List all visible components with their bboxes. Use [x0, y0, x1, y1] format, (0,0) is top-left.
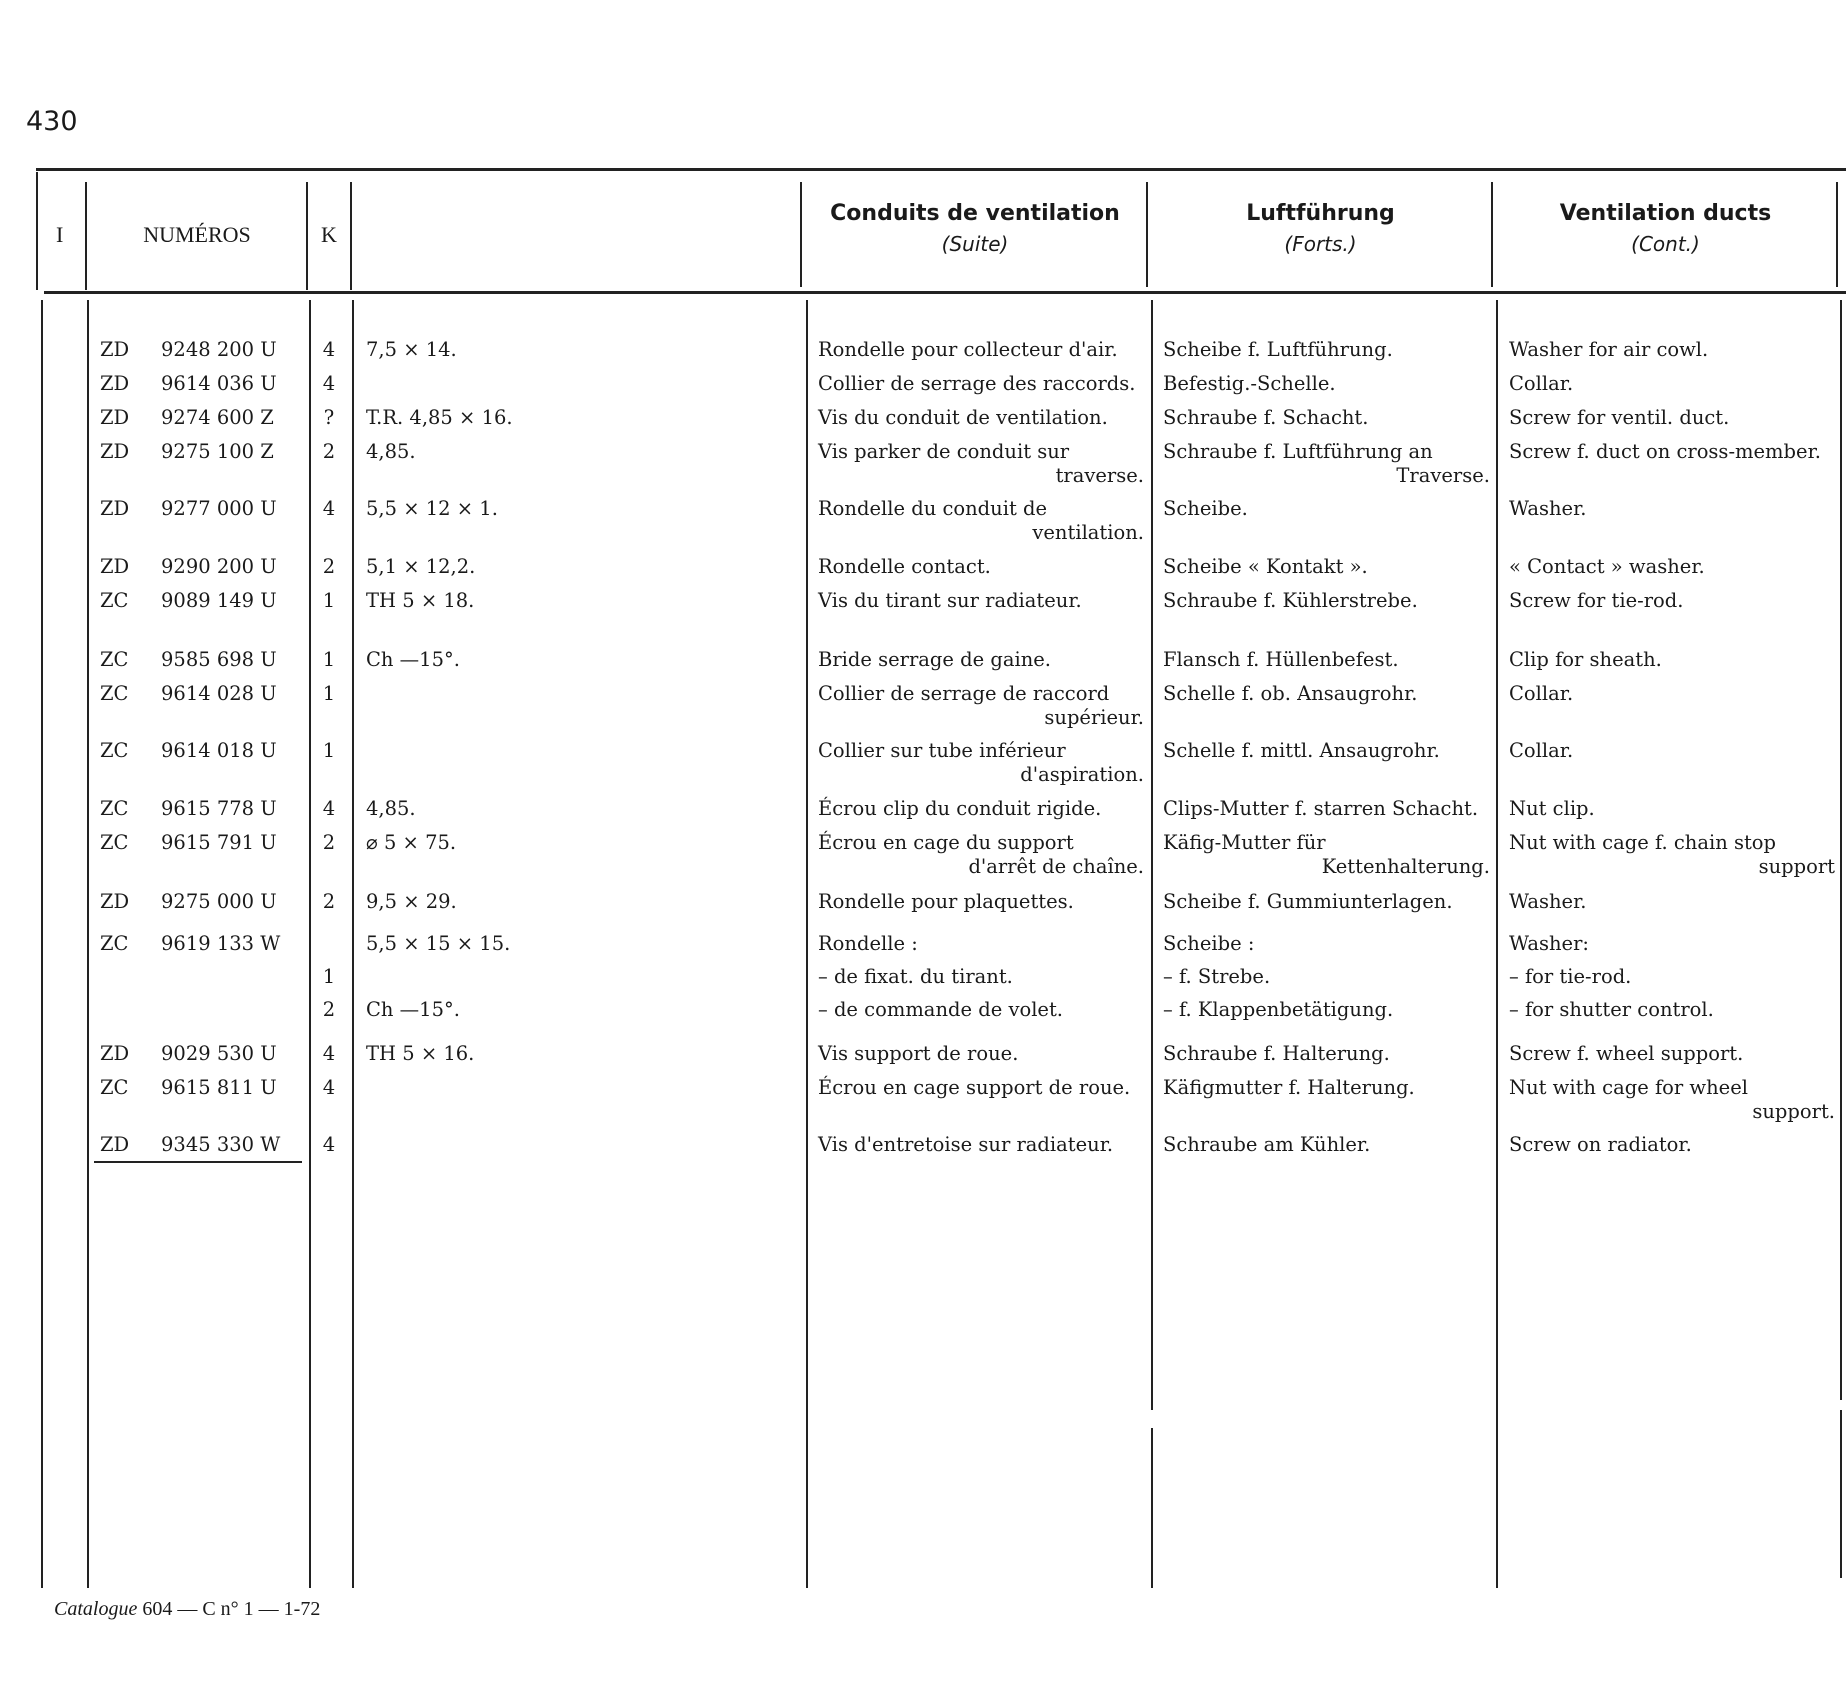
description-french-line: Écrou en cage du support	[818, 831, 1074, 854]
part-prefix: ZD	[100, 555, 130, 578]
top-rule	[36, 168, 1846, 171]
dimension: 9,5 × 29.	[366, 890, 457, 913]
body-divider	[1151, 300, 1153, 1410]
part-number: 9614 036 U	[161, 372, 277, 395]
description-german	[1163, 555, 1490, 579]
dimension: 5,1 × 12,2.	[366, 555, 476, 578]
part-prefix: ZD	[100, 372, 130, 395]
dimension: Ch —15°.	[366, 998, 460, 1021]
dimension: 4,85.	[366, 440, 416, 463]
description-english	[1509, 682, 1835, 706]
description-french	[818, 890, 1144, 914]
header-divider	[85, 182, 87, 290]
description-french-line: supérieur.	[1044, 706, 1144, 729]
body-divider	[1151, 1428, 1153, 1588]
part-number: 9248 200 U	[161, 338, 277, 361]
part-number: 9275 100 Z	[161, 440, 274, 463]
part-prefix: ZD	[100, 497, 130, 520]
dimension: TH 5 × 16.	[366, 1042, 475, 1065]
description-french-line: ventilation.	[1032, 521, 1144, 544]
header-french	[804, 198, 1146, 258]
description-english-line: – for tie-rod.	[1509, 965, 1632, 988]
description-french	[818, 932, 1144, 956]
description-english	[1509, 497, 1835, 521]
part-number: 9290 200 U	[161, 555, 277, 578]
description-french	[818, 998, 1144, 1022]
description-german-line: Schelle f. ob. Ansaugrohr.	[1163, 682, 1418, 705]
header-german-title: Luftführung	[1246, 201, 1395, 226]
description-english	[1509, 831, 1835, 879]
last-row-underline	[94, 1161, 302, 1163]
description-german-line: Kettenhalterung.	[1321, 855, 1490, 878]
description-english	[1509, 555, 1835, 579]
header-divider	[36, 172, 38, 290]
description-german	[1163, 406, 1490, 430]
description-english	[1509, 338, 1835, 362]
header-divider	[800, 182, 802, 287]
quantity-k: 4	[322, 372, 336, 395]
description-french-line: Rondelle pour collecteur d'air.	[818, 338, 1118, 361]
part-prefix: ZD	[100, 406, 130, 429]
description-german	[1163, 932, 1490, 956]
part-prefix: ZD	[100, 1042, 130, 1065]
header-german-subtitle: (Forts.)	[1284, 232, 1357, 256]
description-french	[818, 739, 1144, 787]
description-english	[1509, 1076, 1835, 1124]
description-english-line: Nut with cage for wheel	[1509, 1076, 1748, 1099]
part-prefix: ZD	[100, 338, 130, 361]
description-german-line: Käfigmutter f. Halterung.	[1163, 1076, 1415, 1099]
header-english-subtitle: (Cont.)	[1631, 232, 1700, 256]
description-french	[818, 831, 1144, 879]
dimension: 5,5 × 12 × 1.	[366, 497, 498, 520]
quantity-k: 1	[322, 682, 336, 705]
description-german	[1163, 739, 1490, 763]
description-english	[1509, 797, 1835, 821]
description-french	[818, 406, 1144, 430]
body-divider	[309, 300, 311, 1588]
description-english-line: Nut clip.	[1509, 797, 1595, 820]
description-german	[1163, 497, 1490, 521]
header-divider	[1491, 182, 1493, 287]
description-english-line: Screw for ventil. duct.	[1509, 406, 1730, 429]
body-divider	[352, 300, 354, 1588]
description-german-line: Käfig-Mutter für	[1163, 831, 1326, 854]
dimension: T.R. 4,85 × 16.	[366, 406, 513, 429]
description-english	[1509, 406, 1835, 430]
part-number: 9277 000 U	[161, 497, 277, 520]
part-number: 9615 811 U	[161, 1076, 277, 1099]
description-german-line: Scheibe f. Luftführung.	[1163, 338, 1393, 361]
part-prefix: ZC	[100, 1076, 129, 1099]
header-col-i: I	[56, 222, 64, 247]
description-french-line: Collier de serrage des raccords.	[818, 372, 1136, 395]
quantity-k: 4	[322, 1042, 336, 1065]
description-german	[1163, 890, 1490, 914]
dimension: TH 5 × 18.	[366, 589, 475, 612]
description-french	[818, 555, 1144, 579]
description-german	[1163, 589, 1490, 613]
description-french-line: d'aspiration.	[1020, 763, 1144, 786]
part-number: 9029 530 U	[161, 1042, 277, 1065]
part-number: 9614 028 U	[161, 682, 277, 705]
description-english	[1509, 932, 1835, 956]
quantity-k: ?	[323, 406, 335, 429]
header-col-numeros: NUMÉROS	[143, 222, 251, 247]
body-divider	[87, 300, 89, 1588]
description-french	[818, 589, 1144, 613]
quantity-k: 2	[322, 890, 336, 913]
dimension: 7,5 × 14.	[366, 338, 457, 361]
description-french	[818, 440, 1144, 488]
quantity-k: 2	[322, 998, 336, 1021]
header-bottom-rule	[44, 291, 1846, 294]
part-number: 9274 600 Z	[161, 406, 274, 429]
quantity-k: 4	[322, 1076, 336, 1099]
part-prefix: ZC	[100, 648, 129, 671]
description-french	[818, 1042, 1144, 1066]
description-french-line: Écrou en cage support de roue.	[818, 1076, 1131, 1099]
description-french-line: Rondelle contact.	[818, 555, 991, 578]
part-number: 9585 698 U	[161, 648, 277, 671]
quantity-k: 1	[322, 589, 336, 612]
description-french-line: traverse.	[1055, 464, 1144, 487]
part-prefix: ZC	[100, 682, 129, 705]
part-number: 9345 330 W	[161, 1133, 281, 1156]
body-divider	[41, 300, 43, 1588]
quantity-k: 1	[322, 739, 336, 762]
description-english-line: Screw on radiator.	[1509, 1133, 1692, 1156]
part-prefix: ZC	[100, 797, 129, 820]
description-english	[1509, 1042, 1835, 1066]
description-french-line: – de fixat. du tirant.	[818, 965, 1013, 988]
description-english-line: Screw f. wheel support.	[1509, 1042, 1744, 1065]
description-german-line: Flansch f. Hüllenbefest.	[1163, 648, 1399, 671]
part-prefix: ZD	[100, 890, 130, 913]
description-french-line: Collier sur tube inférieur	[818, 739, 1066, 762]
part-prefix: ZD	[100, 440, 130, 463]
description-french-line: Vis d'entretoise sur radiateur.	[818, 1133, 1114, 1156]
description-german-line: Scheibe f. Gummiunterlagen.	[1163, 890, 1453, 913]
description-german-line: – f. Strebe.	[1163, 965, 1271, 988]
body-divider	[806, 300, 808, 1588]
description-french-line: Vis du conduit de ventilation.	[818, 406, 1108, 429]
quantity-k: 1	[322, 965, 336, 988]
header-col-k: K	[321, 222, 337, 247]
description-german-line: Schraube f. Halterung.	[1163, 1042, 1390, 1065]
header-english	[1495, 198, 1836, 258]
description-english	[1509, 890, 1835, 914]
header-divider	[350, 182, 352, 290]
footer-reference: 604 — C n° 1 — 1-72	[142, 1598, 321, 1620]
body-divider	[1840, 300, 1842, 1400]
description-english-line: Nut with cage f. chain stop	[1509, 831, 1777, 854]
dimension: ⌀ 5 × 75.	[366, 831, 457, 854]
description-english-line: Collar.	[1509, 739, 1574, 762]
part-prefix: ZC	[100, 932, 129, 955]
description-english	[1509, 648, 1835, 672]
description-french-line: Vis du tirant sur radiateur.	[818, 589, 1082, 612]
description-french	[818, 1133, 1144, 1157]
description-english-line: « Contact » washer.	[1509, 555, 1705, 578]
description-german-line: Clips-Mutter f. starren Schacht.	[1163, 797, 1479, 820]
quantity-k: 2	[322, 831, 336, 854]
description-german-line: Schraube f. Kühlerstrebe.	[1163, 589, 1418, 612]
description-french	[818, 1076, 1144, 1100]
description-english-line: support.	[1752, 1100, 1835, 1123]
part-number: 9615 778 U	[161, 797, 277, 820]
description-english	[1509, 998, 1835, 1022]
description-french-line: Rondelle :	[818, 932, 918, 955]
description-french-line: – de commande de volet.	[818, 998, 1064, 1021]
part-number: 9615 791 U	[161, 831, 277, 854]
description-french	[818, 372, 1144, 396]
description-english-line: – for shutter control.	[1509, 998, 1714, 1021]
description-german-line: Schraube am Kühler.	[1163, 1133, 1371, 1156]
part-number: 9619 133 W	[161, 932, 281, 955]
description-german-line: Scheibe :	[1163, 932, 1255, 955]
quantity-k: 4	[322, 338, 336, 361]
description-french	[818, 497, 1144, 545]
description-french	[818, 648, 1144, 672]
description-english-line: Screw for tie-rod.	[1509, 589, 1684, 612]
description-german	[1163, 372, 1490, 396]
description-english-line: Washer for air cowl.	[1509, 338, 1709, 361]
description-german	[1163, 648, 1490, 672]
header-english-title: Ventilation ducts	[1559, 201, 1772, 226]
description-french-line: Rondelle pour plaquettes.	[818, 890, 1074, 913]
header-german	[1150, 198, 1491, 258]
description-german	[1163, 1133, 1490, 1157]
body-divider	[1840, 1410, 1842, 1578]
dimension: 5,5 × 15 × 15.	[366, 932, 511, 955]
description-french-line: d'arrêt de chaîne.	[968, 855, 1144, 878]
description-english	[1509, 440, 1835, 464]
part-prefix: ZC	[100, 831, 129, 854]
quantity-k: 1	[322, 648, 336, 671]
description-english	[1509, 372, 1835, 396]
description-german-line: – f. Klappenbetätigung.	[1163, 998, 1394, 1021]
description-german-line: Scheibe.	[1163, 497, 1248, 520]
description-german-line: Schraube f. Luftführung an	[1163, 440, 1433, 463]
description-german	[1163, 831, 1490, 879]
body-divider	[1496, 300, 1498, 1588]
part-prefix: ZC	[100, 739, 129, 762]
part-prefix: ZC	[100, 589, 129, 612]
description-german-line: Schraube f. Schacht.	[1163, 406, 1369, 429]
dimension: 4,85.	[366, 797, 416, 820]
dimension: Ch —15°.	[366, 648, 460, 671]
part-number: 9614 018 U	[161, 739, 277, 762]
quantity-k: 2	[322, 440, 336, 463]
description-english	[1509, 1133, 1835, 1157]
part-number: 9089 149 U	[161, 589, 277, 612]
description-german-line: Schelle f. mittl. Ansaugrohr.	[1163, 739, 1440, 762]
description-german	[1163, 1076, 1490, 1100]
description-german-line: Scheibe « Kontakt ».	[1163, 555, 1368, 578]
description-french-line: Vis support de roue.	[818, 1042, 1019, 1065]
description-german	[1163, 797, 1490, 821]
header-divider	[1146, 182, 1148, 287]
description-german-line: Befestig.-Schelle.	[1163, 372, 1336, 395]
footer-catalogue-word: Catalogue	[54, 1598, 138, 1620]
description-french	[818, 338, 1144, 362]
description-french	[818, 797, 1144, 821]
catalogue-footer	[54, 1598, 320, 1621]
description-french-line: Collier de serrage de raccord	[818, 682, 1110, 705]
description-english-line: Collar.	[1509, 682, 1574, 705]
description-english-line: Washer.	[1509, 890, 1587, 913]
description-french	[818, 965, 1144, 989]
description-german	[1163, 682, 1490, 706]
quantity-k: 4	[322, 1133, 336, 1156]
quantity-k: 4	[322, 797, 336, 820]
description-english-line: Washer.	[1509, 497, 1587, 520]
description-english-line: Screw f. duct on cross-member.	[1509, 440, 1821, 463]
description-german	[1163, 998, 1490, 1022]
description-english	[1509, 739, 1835, 763]
description-german-line: Traverse.	[1396, 464, 1490, 487]
description-french-line: Bride serrage de gaine.	[818, 648, 1052, 671]
header-french-title: Conduits de ventilation	[830, 201, 1120, 226]
description-english	[1509, 965, 1835, 989]
description-french-line: Écrou clip du conduit rigide.	[818, 797, 1102, 820]
description-french-line: Vis parker de conduit sur	[818, 440, 1070, 463]
part-number: 9275 000 U	[161, 890, 277, 913]
header-french-subtitle: (Suite)	[941, 232, 1009, 256]
quantity-k: 4	[322, 497, 336, 520]
description-german	[1163, 1042, 1490, 1066]
quantity-k: 2	[322, 555, 336, 578]
description-english-line: Washer:	[1509, 932, 1589, 955]
description-german	[1163, 440, 1490, 488]
part-prefix: ZD	[100, 1133, 130, 1156]
description-english	[1509, 589, 1835, 613]
description-german	[1163, 338, 1490, 362]
description-german	[1163, 965, 1490, 989]
description-french	[818, 682, 1144, 730]
description-english-line: Collar.	[1509, 372, 1574, 395]
description-french-line: Rondelle du conduit de	[818, 497, 1048, 520]
page-number: 430	[26, 106, 78, 137]
description-english-line: support	[1758, 855, 1835, 878]
description-english-line: Clip for sheath.	[1509, 648, 1662, 671]
header-divider	[1836, 182, 1838, 287]
